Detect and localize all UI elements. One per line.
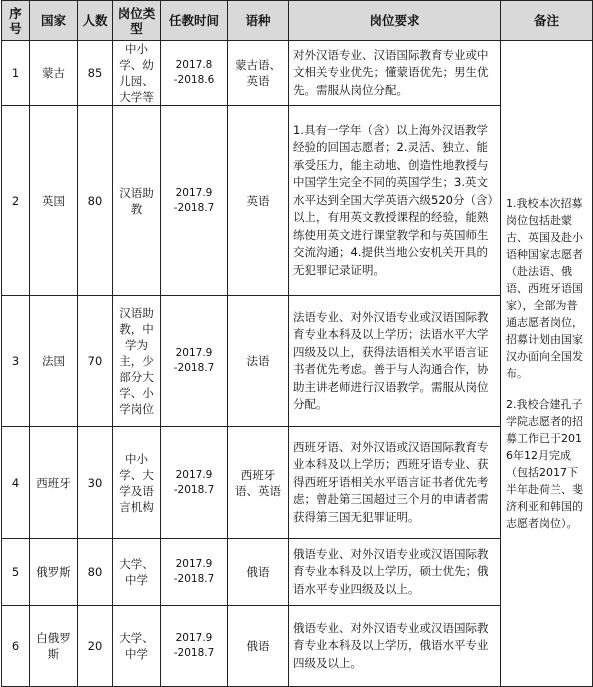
cell-count: 20 xyxy=(78,606,113,687)
cell-country: 俄罗斯 xyxy=(30,539,78,606)
cell-type: 中小学、幼儿园、大学等 xyxy=(113,41,161,106)
cell-no: 5 xyxy=(2,539,30,606)
cell-country: 法国 xyxy=(30,296,78,427)
cell-period xyxy=(161,41,228,106)
cell-count: 30 xyxy=(78,427,113,539)
cell-no: 4 xyxy=(2,427,30,539)
period-start: 2017.8 xyxy=(175,59,213,71)
cell-requirements: 对外汉语专业、汉语国际教育专业或中文相关专业优先；懂蒙语优先；男生优先。需服从岗位分配。 xyxy=(289,41,501,106)
header-language: 语种 xyxy=(228,1,289,41)
cell-no: 6 xyxy=(2,606,30,687)
cell-period xyxy=(161,606,228,687)
header-remarks: 备注 xyxy=(501,1,593,41)
cell-requirements: 西班牙语、对外汉语或汉语国际教育专业本科及以上学历；西班牙语专业、获得西班牙语相关水平语言证书者优先考虑；曾赴第三国超过三个月的申请者需获得第三国无犯罪证明。 xyxy=(289,427,501,539)
period-start: 2017.9 xyxy=(175,186,213,199)
cell-country: 蒙古 xyxy=(30,41,78,106)
cell-language: 俄语 xyxy=(228,606,289,687)
table-row xyxy=(2,41,593,106)
period-end: -2018.7 xyxy=(173,483,215,496)
cell-type: 大学、中学 xyxy=(113,539,161,606)
cell-no: 3 xyxy=(2,296,30,427)
cell-language: 蒙古语、英语 xyxy=(228,41,289,106)
cell-language: 英语 xyxy=(228,106,289,296)
header-country: 国家 xyxy=(30,1,78,41)
cell-type: 汉语助教，中学为主，少部分大学、小学岗位 xyxy=(113,296,161,427)
cell-country: 白俄罗斯 xyxy=(30,606,78,687)
header-no: 序号 xyxy=(2,1,30,41)
period-start: 2017.9 xyxy=(175,632,213,644)
period-end: -2018.7 xyxy=(173,201,215,214)
cell-count: 70 xyxy=(78,296,113,427)
cell-count: 85 xyxy=(78,41,113,106)
header-count: 人数 xyxy=(78,1,113,41)
cell-country: 西班牙 xyxy=(30,427,78,539)
cell-remarks xyxy=(501,41,593,687)
cell-period xyxy=(161,106,228,296)
cell-language: 西班牙语、英语 xyxy=(228,427,289,539)
cell-language: 俄语 xyxy=(228,539,289,606)
cell-country: 英国 xyxy=(30,106,78,296)
cell-type: 中小学、大学及语言机构 xyxy=(113,427,161,539)
period-start: 2017.9 xyxy=(175,558,213,570)
cell-requirements: 俄语专业、对外汉语专业或汉语国际教育专业本科及以上学历，俄语水平专业四级及以上。 xyxy=(289,606,501,687)
period-end: -2018.7 xyxy=(173,647,215,659)
cell-count: 80 xyxy=(78,539,113,606)
remark-paragraph-2: 2.我校合建孔子学院志愿者的招募工作已于2016年12月完成（包括2017下半年赴荷兰、斐济利亚和韩国的志愿者岗位）。 xyxy=(506,398,583,530)
cell-count: 80 xyxy=(78,106,113,296)
cell-requirements: 俄语专业、对外汉语专业或汉语国际教育专业本科及以上学历，硕士优先；俄语水平专业四级及以上。 xyxy=(289,539,501,606)
cell-period xyxy=(161,427,228,539)
cell-requirements: 1.具有一学年（含）以上海外汉语教学经验的回国志愿者；2.灵活、独立、能承受压力，能主动地、创造性地教授与中国学生完全不同的英国学生；3.英文水平达到全国大学英语六级520分（含）以上，有用英文教授课程的经验，能熟练使用英文进行课堂教学和与英国师生交流沟通；4.提供当地公安机关开具的无犯罪记录证明。 xyxy=(289,106,501,296)
header-type: 岗位类型 xyxy=(113,1,161,41)
cell-type: 汉语助教 xyxy=(113,106,161,296)
cell-period xyxy=(161,296,228,427)
cell-no: 2 xyxy=(2,106,30,296)
period-start: 2017.9 xyxy=(175,347,213,359)
cell-no: 1 xyxy=(2,41,30,106)
table-header-row xyxy=(2,1,593,41)
period-start: 2017.9 xyxy=(175,468,213,481)
period-end: -2018.7 xyxy=(173,362,215,374)
cell-language: 法语 xyxy=(228,296,289,427)
cell-period xyxy=(161,539,228,606)
remark-paragraph-1: 1.我校本次招募岗位包括赴蒙古、英国及赴小语种国家志愿者（赴法语、俄语、西班牙语国家），全部为普通志愿者岗位，招募计划由国家汉办面向全国发布。 xyxy=(506,197,583,380)
period-end: -2018.7 xyxy=(173,573,215,585)
period-end: -2018.6 xyxy=(173,74,215,86)
header-requirements: 岗位要求 xyxy=(289,1,501,41)
cell-requirements: 法语专业、对外汉语专业或汉语国际教育专业本科及以上学历；法语水平大学四级及以上，获得法语相关水平语言证书者优先考虑。善于与人沟通合作，协助主讲老师进行汉语教学。需服从岗位分配。 xyxy=(289,296,501,427)
volunteer-positions-table xyxy=(1,0,593,687)
cell-type: 大学、中学 xyxy=(113,606,161,687)
header-period: 任教时间 xyxy=(161,1,228,41)
